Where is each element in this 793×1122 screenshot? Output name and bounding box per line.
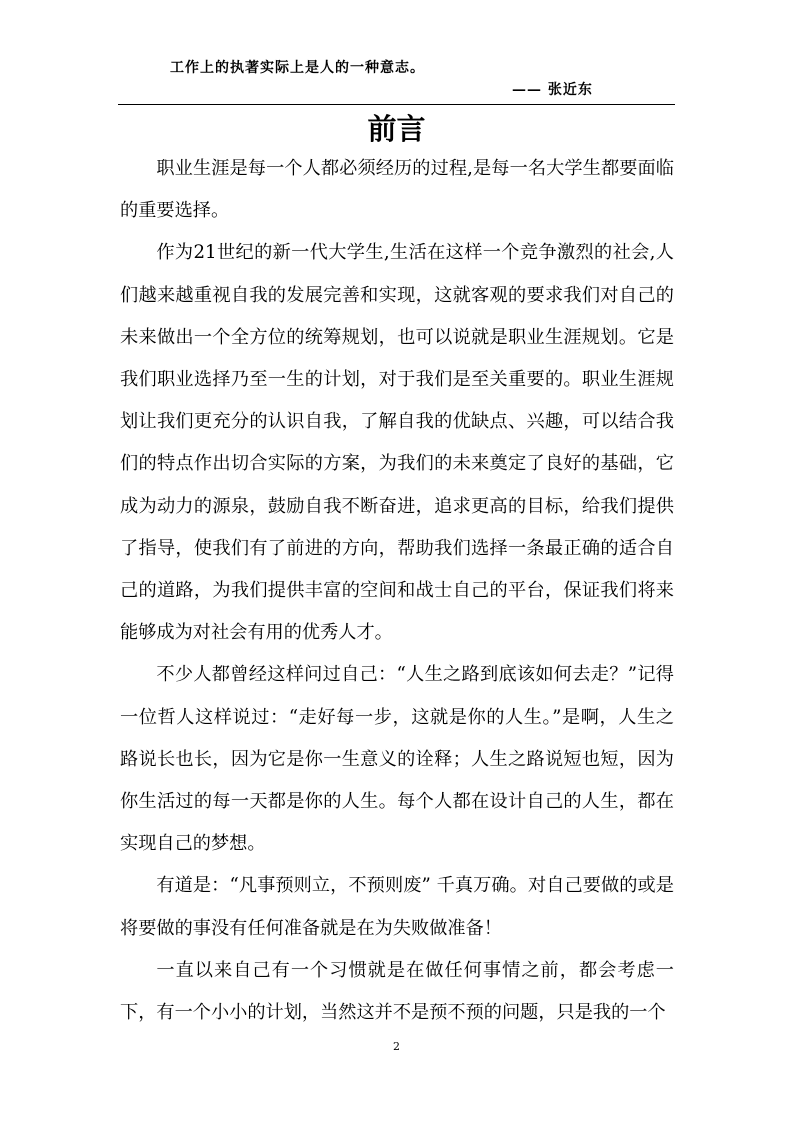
page-title: 前言 (367, 112, 426, 146)
paragraph-3: 不少人都曾经这样问过自己：“人生之路到底该如何去走？”记得一位哲人这样说过：“走好每一步，这就是你的人生。”是啊，人生之路说长也长，因为它是你一生意义的诠释；人生之路说短也短，因为你生活过的每一天都是你的人生。每个人都在设计自己的人生，都在实现自己的梦想。 (120, 664, 674, 855)
page-number: 2 (393, 1040, 400, 1053)
body-text (120, 148, 674, 1034)
paragraph-5: 一直以来自己有一个习惯就是在做任何事情之前，都会考虑一下，有一个小小的计划，当然这并不是预不预的问题，只是我的一个 (120, 959, 674, 1024)
header-divider (118, 104, 675, 105)
paragraph-1: 职业生涯是每一个人都必须经历的过程,是每一名大学生都要面临的重要选择。 (120, 158, 674, 222)
header-quote: 工作上的执著实际上是人的一种意志。 (170, 60, 425, 76)
paragraph-4: 有道是：“凡事预则立，不预则废” 千真万确。对自己要做的或是将要做的事没有任何准备就是在为失败做准备！ (120, 875, 674, 939)
header-author: —— 张近东 (512, 82, 593, 98)
paragraph-2: 作为21世纪的新一代大学生,生活在这样一个竞争激烈的社会,人们越来越重视自我的发展完善和实现，这就客观的要求我们对自己的未来做出一个全方位的统筹规划，也可以说就是职业生涯规划。它是我们职业选择乃至一生的计划，对于我们是至关重要的。职业生涯规划让我们更充分的认识自我，了解自我的优缺点、兴趣，可以结合我们的特点作出切合实际的方案，为我们的未来奠定了良好的基础，它成为动力的源泉，鼓励自我不断奋进，追求更高的目标，给我们提供了指导，使我们有了前进的方向，帮助我们选择一条最正确的适合自己的道路，为我们提供丰富的空间和战士自己的平台，保证我们将来能够成为对社会有用的优秀人才。 (120, 242, 674, 644)
